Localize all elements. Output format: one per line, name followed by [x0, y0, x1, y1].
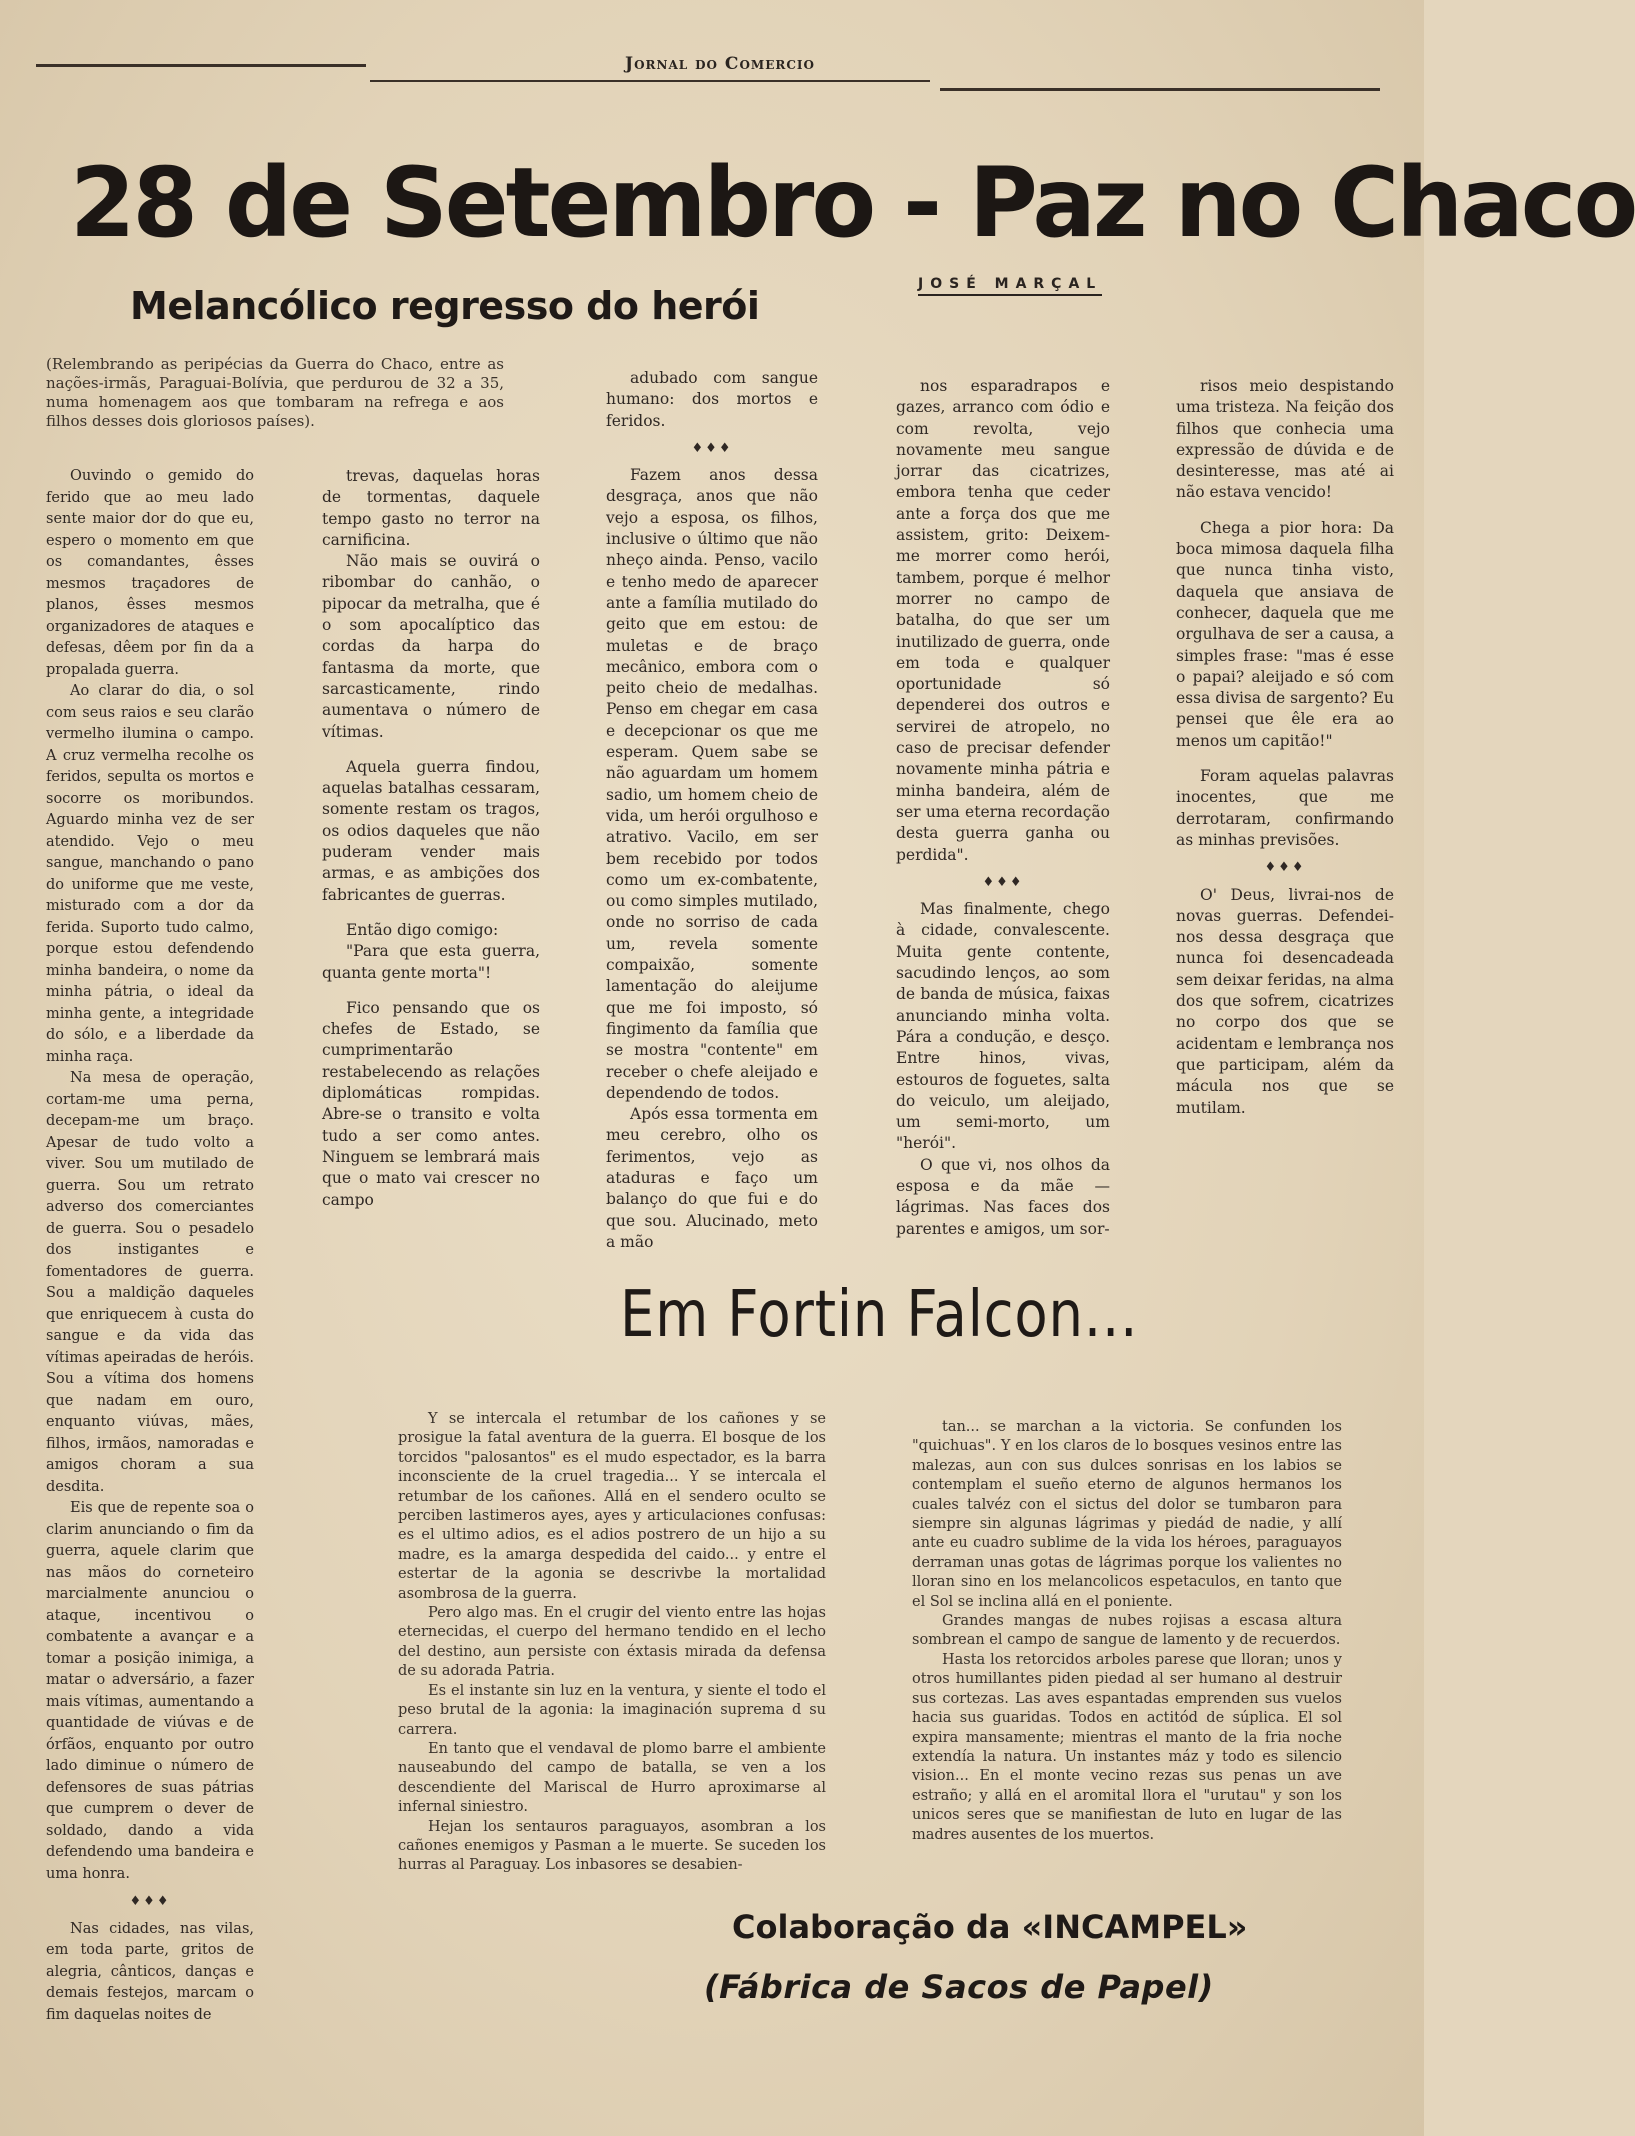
credit-line-2: (Fábrica de Sacos de Papel): [704, 1968, 1214, 2006]
paragraph: Foram aquelas palavras inocentes, que me derrotaram, confirmando as minhas previsões.: [1176, 767, 1394, 849]
paragraph: Não mais se ouvirá o ribombar do canhão, o pipocar da metralha, que é o som apocalíptico das cordas da harpa do fantasma da morte, que sarcasticamente, rindo aumentava o número de vítimas.: [322, 552, 540, 741]
spanish-column-right: [912, 1418, 1342, 1845]
paragraph: O' Deus, livrai-nos de novas guerras. Defendei-nos dessa desgraça que nunca foi desencadeada sem deixar feridas, na alma dos que sofrem, cicatrizes no corpo dos que se acidentam e lembrança nos que participam, além da mácula nos que se mutilam.: [1176, 885, 1394, 1117]
paragraph: Mas finalmente, chego à cidade, convalescente. Muita gente contente, sacudindo lenços, ao som de banda de música, faixas anunciando minha volta. Pára a condução, e desço. Entre hinos, vivas, estouros de foguetes, salta do veiculo, um aleijado, um semi-morto, um "herói".: [896, 900, 1110, 1153]
paragraph: risos meio despistando uma tristeza. Na feição dos filhos que conhecia uma expressão de dúvida e de desinteresse, mas até ai não estava vencido!: [1176, 377, 1394, 502]
paragraph: Y se intercala el retumbar de los cañones y se prosigue la fatal aventura de la guerra. El bosque de los torcidos "palosantos" es el mudo espectador, es la barra inconsciente de la cruel tragedia... Y se intercala el retumbar de los cañones. Allá en el sendero oculto se perciben lastimeros ayes, ayes y articulaciones confusas: es el ultimo adios, es el adios postrero de un hijo a su madre, es la amarga despedida del caido... y entre el estertar de la agonia se descrivbe la mortalidad asombrosa de la guerra.: [398, 1411, 826, 1602]
credit-line-1: Colaboração da «INCAMPEL»: [732, 1908, 1248, 1946]
top-rule-right: [940, 88, 1380, 91]
paragraph: Então digo comigo:: [346, 920, 499, 939]
intro-paragraph: (Relembrando as peripécias da Guerra do Chaco, entre as nações-irmãs, Paraguai-Bolívia, que perdurou de 32 a 35, numa homenagem aos que tombaram na refrega e aos filhos desses dois gloriosos países).: [46, 355, 504, 430]
byline: JOSÉ MARÇAL: [918, 276, 1102, 296]
paragraph: Ouvindo o gemido do ferido que ao meu lado sente maior dor do que eu, espero o momento em que os comandantes, êsses mesmos traçadores de planos, êsses mesmos organizadores de ataques e defesas, dêem por fin da a propalada guerra.: [46, 468, 254, 678]
article-column-2: [322, 466, 540, 1211]
paragraph: En tanto que el vendaval de plomo barre el ambiente nauseabundo del campo de batalla, se ven a los descendiente del Mariscal de Hurro aproximarse al infernal siniestro.: [398, 1740, 826, 1816]
article-column-5: [1176, 376, 1394, 1119]
paragraph: trevas, daquelas horas de tormentas, daquele tempo gasto no terror na carnificina.: [322, 467, 540, 549]
article-column-4: [896, 376, 1110, 1240]
spanish-column-left: [398, 1410, 826, 1876]
paragraph: Ao clarar do dia, o sol com seus raios e seu clarão vermelho ilumina o campo. A cruz vermelha recolhe os feridos, sepulta os mortos e socorre os moribundos. Aguardo minha vez de ser atendido. Vejo o meu sangue, manchando o pano do uniforme que me veste, misturado com a dor da ferida. Suporto tudo calmo, porque estou defendendo minha bandeira, o nome da minha pátria, o ideal da minha gente, a integridade do sólo, e a liberdade da minha raça.: [46, 683, 254, 1065]
paragraph: Chega a pior hora: Da boca mimosa daquela filha que nunca tinha visto, daquela que ansiava de conhecer, daquela que me orgulhava de ser a causa, a simples frase: "mas é esse o papai? aleijado e só com essa divisa de sargento? Eu pensei que êle era ao menos um capitão!": [1176, 518, 1394, 750]
paragraph: Eis que de repente soa o clarim anunciando o fim da guerra, aquele clarim que nas mãos do corneteiro marcialmente anunciou o ataque, incentivou o combatente a avançar e a tomar a posição inimiga, a matar o adversário, a fazer mais vítimas, aumentando a quantidade de viúvas e de órfãos, enquanto por outro lado diminue o número de defensores de suas pátrias que cumprem o dever de soldado, dando a vida defendendo uma bandeira e uma honra.: [46, 1500, 254, 1882]
paragraph: Hejan los sentauros paraguayos, asombran a los cañones enemigos y Pasman a le muerte. Se suceden los hurras al Paraguay. Los inbasores se desabien-: [398, 1818, 826, 1874]
paragraph: nos esparadrapos e gazes, arranco com ódio e com revolta, vejo novamente meu sangue jorrar das cicatrizes, embora tenha que ceder ante a força dos que me assistem, grito: Deixem-me morrer como herói, tambem, porque é melhor morrer no campo de batalha, do que ser um inutilizado de guerra, onde em toda e qualquer oportunidade só dependerei dos outros e servirei de atropelo, no caso de precisar defender novamente minha pátria e minha bandeira, além de ser uma eterna recordação desta guerra ganha ou perdida".: [896, 377, 1110, 864]
ornament-separator: ♦♦♦: [1264, 860, 1306, 876]
ornament-separator: ♦♦♦: [691, 440, 733, 456]
top-rule-left: [36, 64, 366, 67]
paragraph: Es el instante sin luz en la ventura, y siente el todo el peso brutal de la agonia: la imaginación suprema d su carrera.: [398, 1682, 826, 1738]
headline: 28 de Setembro - Paz no Chaco: [70, 147, 1635, 259]
paragraph: Hasta los retorcidos arboles parese que lloran; unos y otros humillantes piden piedad al ser humano al destruir sus cortezas. Las aves espantadas emprenden sus vuelos hacia sus guaridas. Todos en actitód de súplica. El sol expira mansamente; mientras el manto de la fria noche extendía la natura. Un instantes máz y todo es silencio vision... En el monte vecino rezas sus penas un ave estraño; y allá en el aromital llora el "urutau" y son los unicos seres que se manifiestan de luto en lugar de las madres ausentes de los muertos.: [912, 1651, 1342, 1843]
paragraph: Aquela guerra findou, aquelas batalhas cessaram, somente restam os tragos, os odios daqueles que não puderam vender mais armas, e as ambições dos fabricantes de guerras.: [322, 757, 540, 904]
top-rule-mid: [370, 80, 930, 82]
subhead: Melancólico regresso do herói: [130, 284, 760, 328]
paragraph: tan... se marchan a la victoria. Se confunden los "quichuas". Y en los claros de lo bosques vesinos entre las malezas, aun con sus dulces sonrisas en los labios se contemplam el sueño eterno de algunos hermanos los cuales talvéz con el sictus del dolor se tumbaron para siempre sin algunas lágrimas y piedád de nadie, y allí ante eu cuadro sublime de la vida los héroes, paraguayos derraman unas gotas de lágrimas porque los valientes no lloran sino en los melancolicos espetaculos, en tanto que el Sol se inclina allá en el poniente.: [912, 1419, 1342, 1610]
article-column-3: [606, 368, 818, 1253]
paragraph: Fico pensando que os chefes de Estado, se cumprimentarão restabelecendo as relações diplomáticas rompidas. Abre-se o transito e volta tudo a ser como antes. Ninguem se lembrará mais que o mato vai crescer no campo: [322, 998, 540, 1209]
paragraph: O que vi, nos olhos da esposa e da mãe — lágrimas. Nas faces dos parentes e amigos, um sor-: [896, 1155, 1110, 1238]
paragraph: Pero algo mas. En el crugir del viento entre las hojas eternecidas, el cuerpo del hermano tendido en el lecho del destino, aun persiste con éxtasis mirada da defensa de su adorada Patria.: [398, 1605, 826, 1680]
paragraph: Grandes mangas de nubes rojisas a escasa altura sombrean el campo de sangue de lamento y de recuerdos.: [912, 1613, 1342, 1649]
section-title: Em Fortin Falcon...: [620, 1278, 1139, 1352]
paragraph: Após essa tormenta em meu cerebro, olho os ferimentos, vejo as ataduras e faço um balanço do que fui e do que sou. Alucinado, meto a mão: [606, 1105, 818, 1251]
quote: "Para que esta guerra, quanta gente morta"!: [322, 942, 540, 982]
ornament-separator: ♦♦♦: [982, 874, 1024, 890]
masthead: Jornal do Comercio: [625, 54, 815, 74]
ornament-separator: ♦♦♦: [129, 1894, 171, 1909]
paragraph: Na mesa de operação, cortam-me uma perna, decepam-me um braço. Apesar de tudo volto a viver. Sou um mutilado de guerra. Sou um retrato adverso dos comerciantes de guerra. Sou o pesadelo dos instigantes e fomentadores de guerra. Sou a maldição daqueles que enriquecem à custa do sangue e da vida das vítimas apeiradas de heróis. Sou a vítima dos homens que nadam em ouro, enquanto viúvas, mães, filhos, irmãos, namoradas e amigos choram a sua desdita.: [46, 1070, 254, 1495]
paragraph: adubado com sangue humano: dos mortos e feridos.: [606, 369, 818, 430]
paragraph: Nas cidades, nas vilas, em toda parte, gritos de alegria, cânticos, danças e demais festejos, marcam o fim daquelas noites de: [46, 1920, 254, 2023]
paragraph: Fazem anos dessa desgraça, anos que não vejo a esposa, os filhos, inclusive o último que não nheço ainda. Penso, vacilo e tenho medo de aparecer ante a família mutilado do geito que em estou: de muletas e de braço mecânico, embora com o peito cheio de medalhas. Penso em chegar em casa e decepcionar os que me esperam. Quem sabe se não aguardam um homem sadio, um homem cheio de vida, um herói orgulhoso e atrativo. Vacilo, em ser bem recebido por todos como um ex-combatente, ou como simples mutilado, onde no sorriso de cada um, revela somente compaixão, somente lamentação do aleijume que me foi imposto, só fingimento da família que se mostra "contente" em receber o chefe aleijado e dependendo de todos.: [606, 466, 818, 1102]
article-column-1: [46, 466, 254, 2026]
